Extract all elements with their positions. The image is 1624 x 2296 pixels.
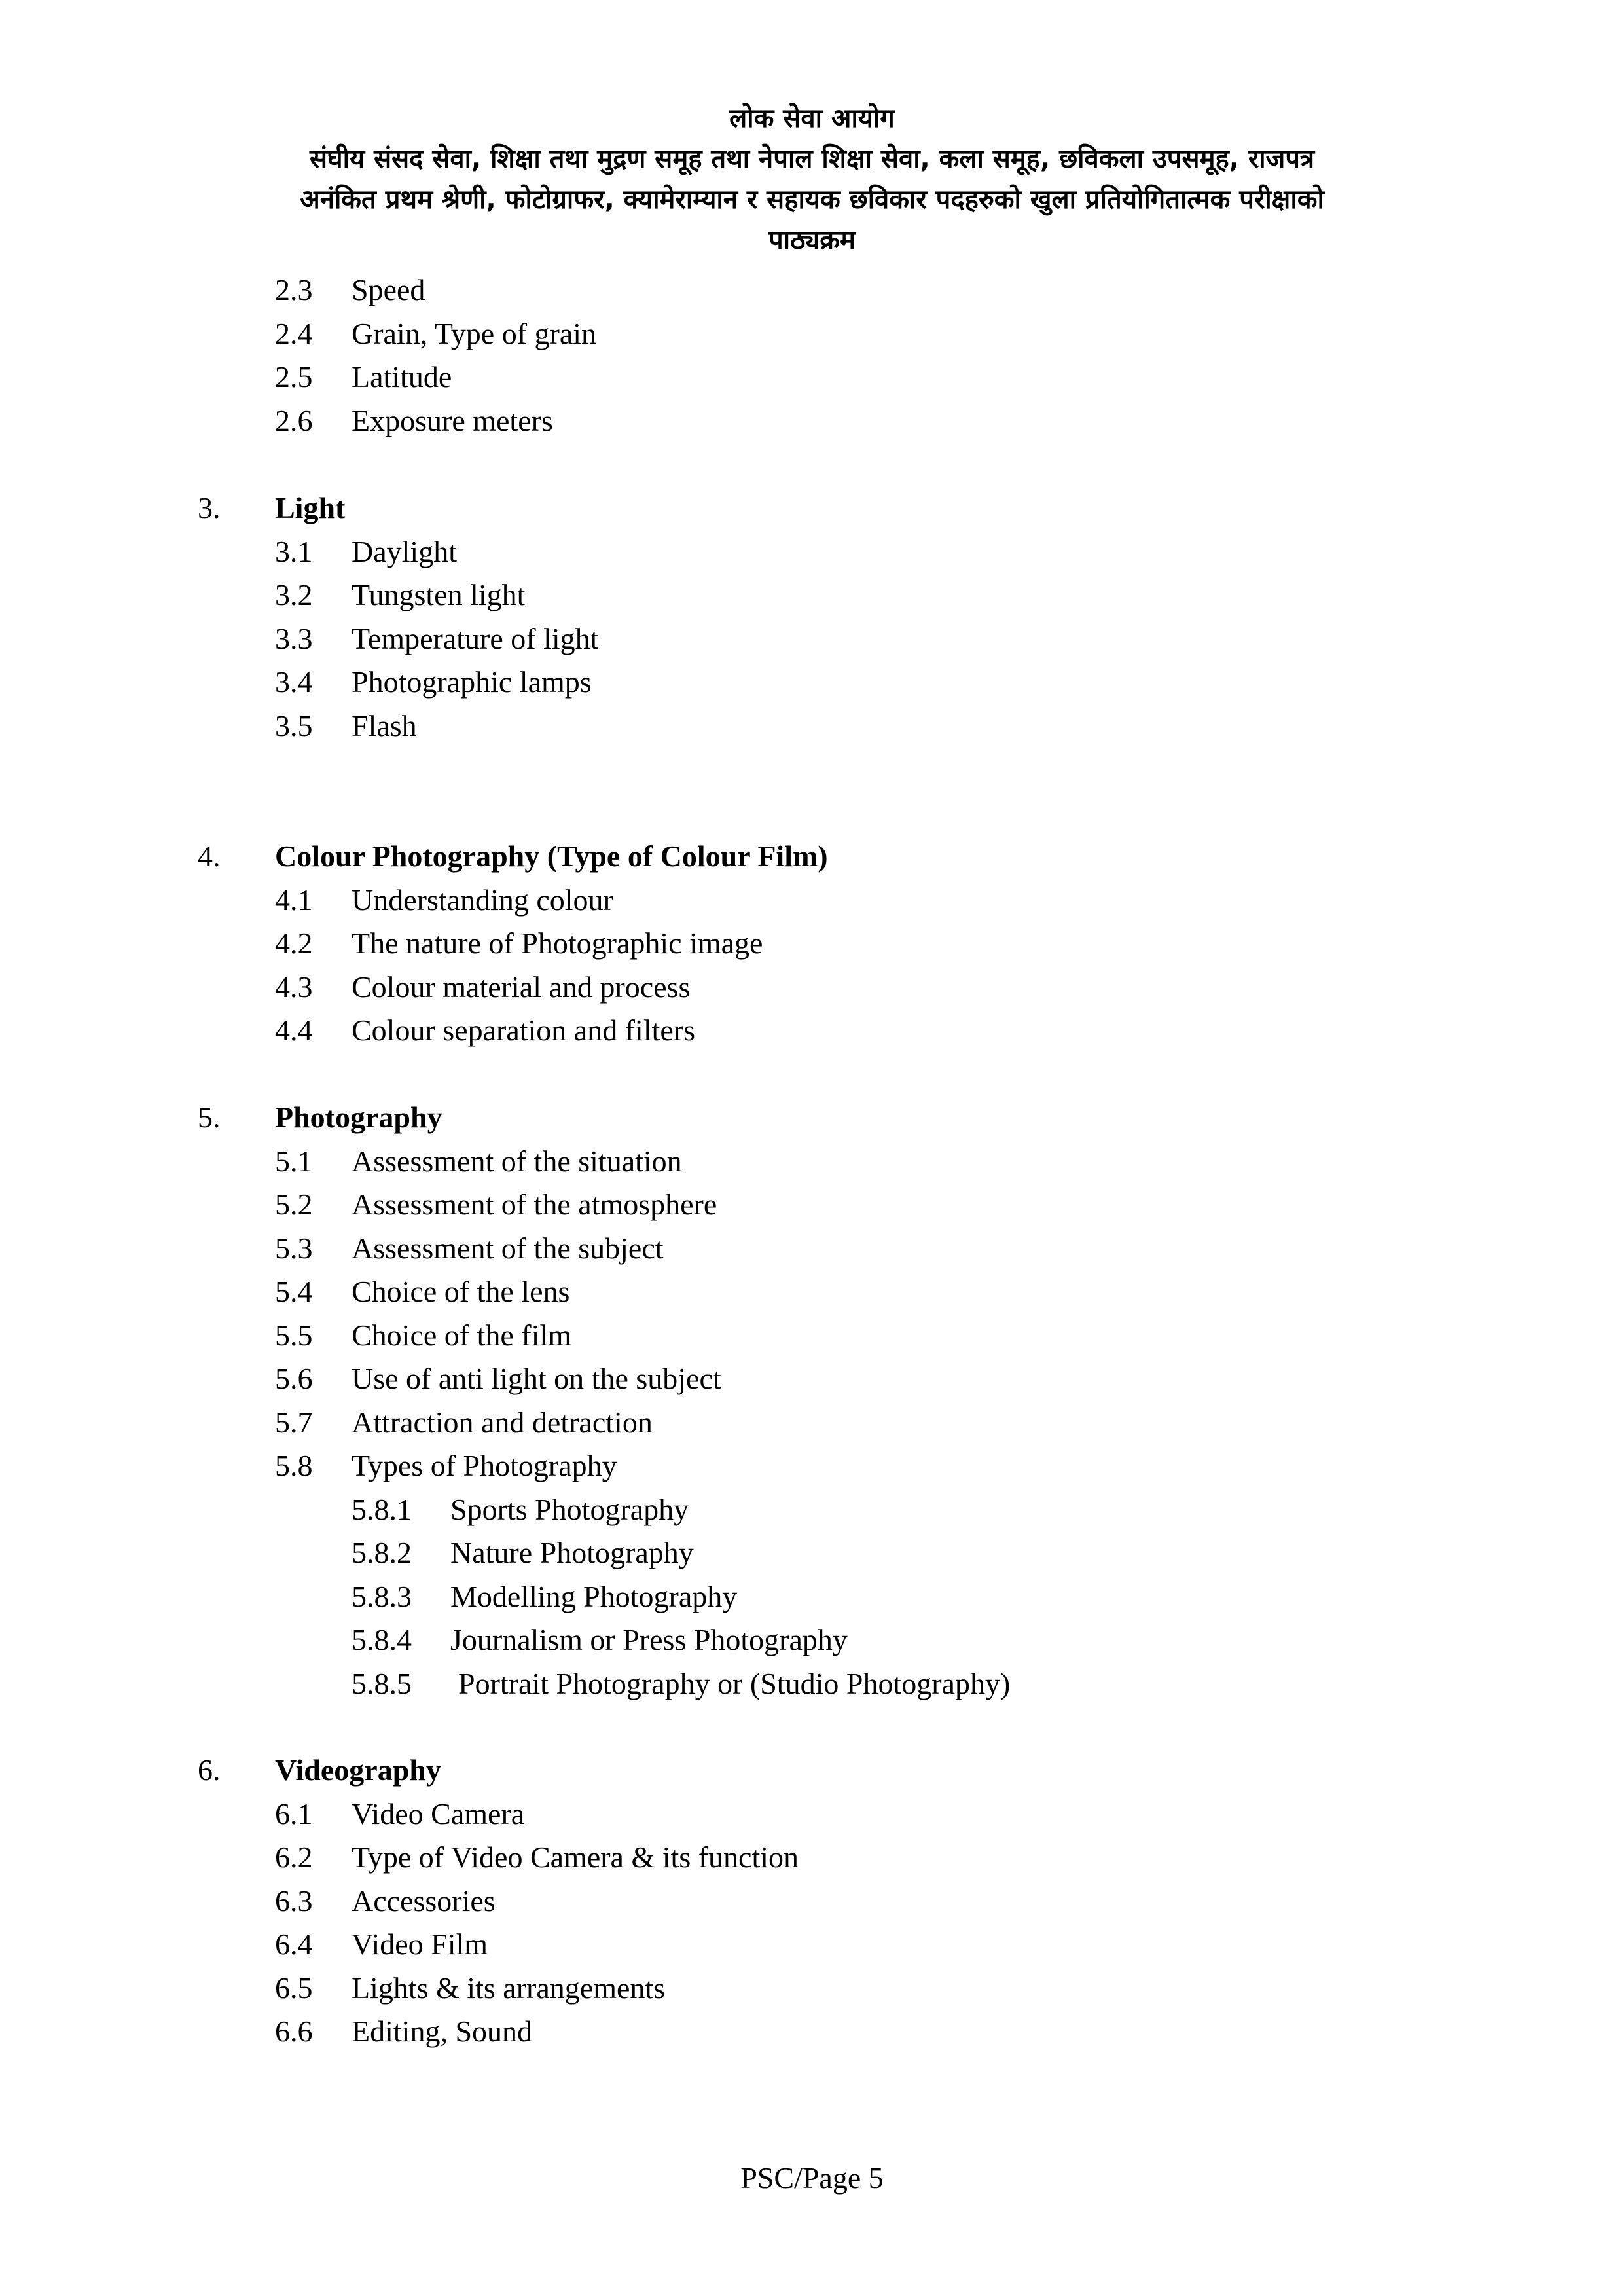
item-number: 5.8.5: [352, 1667, 412, 1700]
item-number: 2.4: [275, 317, 313, 350]
header-commission-name: लोक सेवा आयोग: [729, 103, 895, 134]
item-text: Understanding colour: [352, 883, 613, 917]
item-number: 5.8.2: [352, 1536, 412, 1569]
header-line-3: अनंकित प्रथम श्रेणी, फोटोग्राफर, क्यामेराम्यान र सहायक छविकार पदहरुको खुला प्रतियोगितात्मक परीक्षाको: [300, 185, 1324, 215]
item-text: Daylight: [352, 535, 457, 568]
item-text: Editing, Sound: [352, 2014, 533, 2048]
item-text: Types of Photography: [352, 1449, 617, 1482]
item-text: Journalism or Press Photography: [450, 1623, 848, 1656]
item-text: Exposure meters: [352, 404, 553, 437]
item-number: 4.2: [275, 926, 313, 960]
item-number: 4.3: [275, 970, 313, 1004]
page-footer: PSC/Page 5: [740, 2161, 884, 2195]
section-number: 3.: [198, 491, 221, 524]
item-text: Colour separation and filters: [352, 1013, 696, 1047]
item-text: Modelling Photography: [450, 1580, 738, 1613]
item-text: Choice of the lens: [352, 1275, 570, 1308]
item-text: Attraction and detraction: [352, 1406, 653, 1439]
item-number: 5.8.1: [352, 1493, 412, 1526]
item-number: 3.2: [275, 578, 313, 611]
item-text: Choice of the film: [352, 1319, 571, 1352]
item-text: Nature Photography: [450, 1536, 694, 1569]
section-number: 4.: [198, 839, 221, 873]
item-number: 5.8: [275, 1449, 313, 1482]
item-number: 5.2: [275, 1188, 313, 1221]
item-text: Tungsten light: [352, 578, 526, 611]
item-text: Speed: [352, 273, 425, 306]
item-number: 2.6: [275, 404, 313, 437]
item-text: Use of anti light on the subject: [352, 1362, 721, 1395]
item-text: Assessment of the atmosphere: [352, 1188, 717, 1221]
item-text: Flash: [352, 709, 417, 742]
item-text: Grain, Type of grain: [352, 317, 597, 350]
item-text: Photographic lamps: [352, 665, 592, 699]
item-number: 6.4: [275, 1927, 313, 1961]
item-number: 3.3: [275, 622, 313, 655]
item-number: 5.5: [275, 1319, 313, 1352]
item-text: Lights & its arrangements: [352, 1971, 666, 2005]
item-text: Accessories: [352, 1884, 496, 1918]
section-title: Videography: [275, 1753, 441, 1787]
section-title: Photography: [275, 1101, 442, 1134]
item-number: 6.3: [275, 1884, 313, 1918]
item-text: Temperature of light: [352, 622, 599, 655]
item-number: 5.6: [275, 1362, 313, 1395]
item-number: 2.3: [275, 273, 313, 306]
item-number: 4.4: [275, 1013, 313, 1047]
section-title: Light: [275, 491, 346, 524]
section-number: 6.: [198, 1753, 221, 1787]
item-number: 5.8.3: [352, 1580, 412, 1613]
item-number: 5.4: [275, 1275, 313, 1308]
item-number: 3.1: [275, 535, 313, 568]
item-text: Colour material and process: [352, 970, 691, 1004]
item-number: 6.5: [275, 1971, 313, 2005]
item-text: Video Film: [352, 1927, 488, 1961]
item-number: 5.8.4: [352, 1623, 412, 1656]
item-number: 2.5: [275, 360, 313, 393]
item-number: 3.4: [275, 665, 313, 699]
section-title: Colour Photography (Type of Colour Film): [275, 839, 828, 873]
item-text: Assessment of the subject: [352, 1231, 664, 1265]
item-text: Sports Photography: [450, 1493, 689, 1526]
item-number: 6.2: [275, 1840, 313, 1874]
item-number: 4.1: [275, 883, 313, 917]
item-number: 6.1: [275, 1797, 313, 1831]
item-number: 6.6: [275, 2014, 313, 2048]
item-text: Portrait Photography or (Studio Photography): [458, 1667, 1011, 1700]
item-number: 5.3: [275, 1231, 313, 1265]
section-number: 5.: [198, 1101, 221, 1134]
item-text: The nature of Photographic image: [352, 926, 763, 960]
item-text: Video Camera: [352, 1797, 525, 1831]
item-number: 3.5: [275, 709, 313, 742]
header-line-2: संघीय संसद सेवा, शिक्षा तथा मुद्रण समूह तथा नेपाल शिक्षा सेवा, कला समूह, छविकला उपसमूह, राजपत्र: [309, 144, 1315, 174]
item-text: Type of Video Camera & its function: [352, 1840, 799, 1874]
item-text: Assessment of the situation: [352, 1144, 682, 1178]
header-syllabus: पाठ्यक्रम: [768, 225, 856, 255]
item-number: 5.1: [275, 1144, 313, 1178]
item-number: 5.7: [275, 1406, 313, 1439]
item-text: Latitude: [352, 360, 452, 393]
